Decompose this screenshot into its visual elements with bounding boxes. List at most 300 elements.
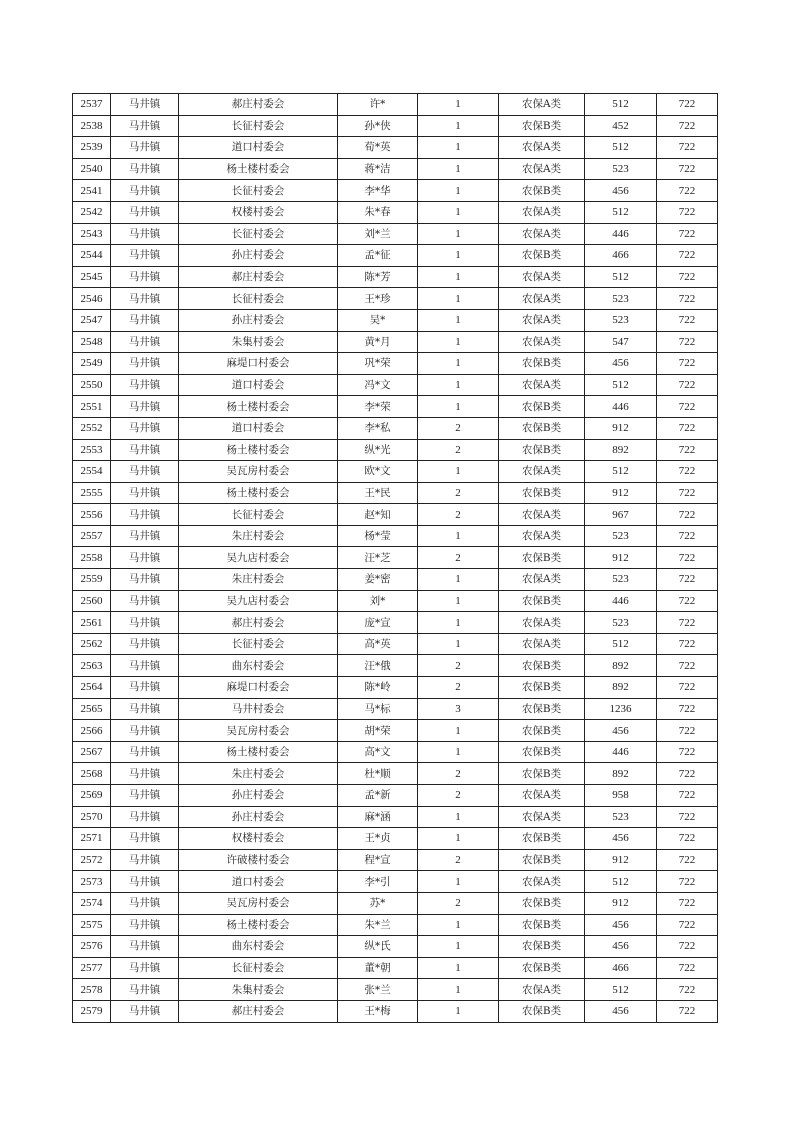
cell-amount: 912 <box>585 482 657 504</box>
cell-row-number: 2557 <box>73 525 111 547</box>
cell-town: 马井镇 <box>111 201 179 223</box>
cell-insurance-category: 农保B类 <box>499 396 585 418</box>
cell-standard: 722 <box>657 353 718 375</box>
cell-village-committee: 杨土楼村委会 <box>179 439 338 461</box>
cell-person-name: 董*朝 <box>338 957 418 979</box>
cell-household-count: 1 <box>418 612 499 634</box>
cell-household-count: 2 <box>418 892 499 914</box>
cell-amount: 912 <box>585 849 657 871</box>
cell-insurance-category: 农保B类 <box>499 482 585 504</box>
cell-amount: 1236 <box>585 698 657 720</box>
cell-amount: 456 <box>585 936 657 958</box>
cell-row-number: 2549 <box>73 353 111 375</box>
cell-row-number: 2569 <box>73 785 111 807</box>
cell-person-name: 朱*兰 <box>338 914 418 936</box>
cell-village-committee: 孙庄村委会 <box>179 245 338 267</box>
cell-amount: 512 <box>585 979 657 1001</box>
cell-standard: 722 <box>657 892 718 914</box>
cell-town: 马井镇 <box>111 677 179 699</box>
cell-person-name: 姜*密 <box>338 569 418 591</box>
cell-household-count: 1 <box>418 914 499 936</box>
cell-amount: 523 <box>585 288 657 310</box>
cell-person-name: 孟*新 <box>338 785 418 807</box>
cell-person-name: 荀*英 <box>338 137 418 159</box>
cell-amount: 446 <box>585 741 657 763</box>
table-row <box>73 331 718 353</box>
cell-village-committee: 吴九店村委会 <box>179 547 338 569</box>
table-row <box>73 288 718 310</box>
cell-village-committee: 杨土楼村委会 <box>179 482 338 504</box>
cell-insurance-category: 农保B类 <box>499 677 585 699</box>
cell-village-committee: 吴瓦房村委会 <box>179 461 338 483</box>
cell-amount: 523 <box>585 525 657 547</box>
cell-person-name: 高*文 <box>338 741 418 763</box>
cell-household-count: 1 <box>418 245 499 267</box>
cell-person-name: 刘* <box>338 590 418 612</box>
cell-standard: 722 <box>657 180 718 202</box>
cell-amount: 912 <box>585 892 657 914</box>
cell-town: 马井镇 <box>111 223 179 245</box>
cell-standard: 722 <box>657 482 718 504</box>
cell-row-number: 2564 <box>73 677 111 699</box>
cell-insurance-category: 农保A类 <box>499 288 585 310</box>
cell-household-count: 1 <box>418 461 499 483</box>
cell-row-number: 2565 <box>73 698 111 720</box>
cell-row-number: 2560 <box>73 590 111 612</box>
cell-person-name: 马*标 <box>338 698 418 720</box>
cell-person-name: 李*引 <box>338 871 418 893</box>
cell-amount: 466 <box>585 957 657 979</box>
cell-household-count: 1 <box>418 720 499 742</box>
cell-standard: 722 <box>657 504 718 526</box>
cell-town: 马井镇 <box>111 849 179 871</box>
cell-person-name: 苏* <box>338 892 418 914</box>
cell-person-name: 麻*涵 <box>338 806 418 828</box>
table-row <box>73 612 718 634</box>
cell-household-count: 1 <box>418 180 499 202</box>
cell-household-count: 1 <box>418 115 499 137</box>
cell-row-number: 2572 <box>73 849 111 871</box>
cell-household-count: 1 <box>418 828 499 850</box>
cell-person-name: 黄*月 <box>338 331 418 353</box>
cell-row-number: 2555 <box>73 482 111 504</box>
table-row <box>73 979 718 1001</box>
cell-household-count: 2 <box>418 417 499 439</box>
cell-row-number: 2547 <box>73 309 111 331</box>
cell-town: 马井镇 <box>111 871 179 893</box>
cell-standard: 722 <box>657 590 718 612</box>
cell-town: 马井镇 <box>111 245 179 267</box>
table-row <box>73 655 718 677</box>
cell-household-count: 2 <box>418 482 499 504</box>
cell-household-count: 1 <box>418 806 499 828</box>
cell-row-number: 2578 <box>73 979 111 1001</box>
cell-village-committee: 道口村委会 <box>179 417 338 439</box>
cell-standard: 722 <box>657 871 718 893</box>
cell-row-number: 2538 <box>73 115 111 137</box>
cell-town: 马井镇 <box>111 417 179 439</box>
cell-row-number: 2563 <box>73 655 111 677</box>
cell-row-number: 2568 <box>73 763 111 785</box>
cell-insurance-category: 农保A类 <box>499 504 585 526</box>
cell-insurance-category: 农保B类 <box>499 763 585 785</box>
cell-insurance-category: 农保A类 <box>499 137 585 159</box>
cell-town: 马井镇 <box>111 569 179 591</box>
cell-insurance-category: 农保B类 <box>499 115 585 137</box>
cell-village-committee: 朱庄村委会 <box>179 569 338 591</box>
cell-insurance-category: 农保B类 <box>499 936 585 958</box>
cell-village-committee: 长征村委会 <box>179 957 338 979</box>
cell-insurance-category: 农保A类 <box>499 266 585 288</box>
cell-person-name: 纵*光 <box>338 439 418 461</box>
table-row <box>73 633 718 655</box>
cell-household-count: 3 <box>418 698 499 720</box>
cell-amount: 456 <box>585 1000 657 1022</box>
cell-village-committee: 杨土楼村委会 <box>179 741 338 763</box>
table-row <box>73 180 718 202</box>
table-row <box>73 309 718 331</box>
table-row <box>73 569 718 591</box>
cell-standard: 722 <box>657 547 718 569</box>
cell-person-name: 杜*顺 <box>338 763 418 785</box>
cell-standard: 722 <box>657 266 718 288</box>
cell-amount: 456 <box>585 353 657 375</box>
cell-standard: 722 <box>657 461 718 483</box>
table-row <box>73 914 718 936</box>
cell-row-number: 2543 <box>73 223 111 245</box>
cell-village-committee: 朱庄村委会 <box>179 525 338 547</box>
cell-row-number: 2579 <box>73 1000 111 1022</box>
table-row <box>73 957 718 979</box>
cell-person-name: 王*民 <box>338 482 418 504</box>
table-row <box>73 698 718 720</box>
cell-row-number: 2541 <box>73 180 111 202</box>
cell-household-count: 1 <box>418 590 499 612</box>
cell-row-number: 2545 <box>73 266 111 288</box>
cell-town: 马井镇 <box>111 633 179 655</box>
cell-insurance-category: 农保A类 <box>499 374 585 396</box>
table-row <box>73 266 718 288</box>
cell-amount: 446 <box>585 396 657 418</box>
cell-town: 马井镇 <box>111 266 179 288</box>
table-row <box>73 201 718 223</box>
table-row <box>73 353 718 375</box>
cell-person-name: 王*贞 <box>338 828 418 850</box>
cell-row-number: 2577 <box>73 957 111 979</box>
cell-person-name: 杨*莹 <box>338 525 418 547</box>
cell-town: 马井镇 <box>111 720 179 742</box>
cell-person-name: 蒋*洁 <box>338 158 418 180</box>
cell-town: 马井镇 <box>111 180 179 202</box>
cell-town: 马井镇 <box>111 396 179 418</box>
cell-amount: 547 <box>585 331 657 353</box>
cell-amount: 523 <box>585 612 657 634</box>
cell-village-committee: 郝庄村委会 <box>179 266 338 288</box>
cell-village-committee: 长征村委会 <box>179 115 338 137</box>
cell-village-committee: 吴瓦房村委会 <box>179 720 338 742</box>
cell-village-committee: 长征村委会 <box>179 633 338 655</box>
cell-village-committee: 孙庄村委会 <box>179 785 338 807</box>
cell-row-number: 2571 <box>73 828 111 850</box>
table-row <box>73 94 718 116</box>
table-row <box>73 245 718 267</box>
cell-insurance-category: 农保A类 <box>499 309 585 331</box>
cell-row-number: 2575 <box>73 914 111 936</box>
cell-village-committee: 马井村委会 <box>179 698 338 720</box>
cell-insurance-category: 农保A类 <box>499 94 585 116</box>
cell-village-committee: 麻堤口村委会 <box>179 353 338 375</box>
cell-amount: 446 <box>585 590 657 612</box>
cell-insurance-category: 农保A类 <box>499 569 585 591</box>
cell-insurance-category: 农保B类 <box>499 417 585 439</box>
cell-household-count: 1 <box>418 936 499 958</box>
cell-insurance-category: 农保A类 <box>499 785 585 807</box>
cell-standard: 722 <box>657 525 718 547</box>
table-row <box>73 871 718 893</box>
cell-amount: 523 <box>585 569 657 591</box>
cell-village-committee: 朱集村委会 <box>179 979 338 1001</box>
cell-household-count: 1 <box>418 223 499 245</box>
cell-person-name: 李*私 <box>338 417 418 439</box>
cell-amount: 523 <box>585 158 657 180</box>
cell-village-committee: 曲东村委会 <box>179 936 338 958</box>
cell-standard: 722 <box>657 201 718 223</box>
cell-standard: 722 <box>657 633 718 655</box>
cell-village-committee: 长征村委会 <box>179 180 338 202</box>
cell-row-number: 2573 <box>73 871 111 893</box>
cell-village-committee: 道口村委会 <box>179 871 338 893</box>
cell-row-number: 2542 <box>73 201 111 223</box>
cell-village-committee: 权楼村委会 <box>179 201 338 223</box>
cell-insurance-category: 农保A类 <box>499 871 585 893</box>
cell-insurance-category: 农保B类 <box>499 914 585 936</box>
cell-standard: 722 <box>657 936 718 958</box>
cell-row-number: 2551 <box>73 396 111 418</box>
cell-household-count: 1 <box>418 396 499 418</box>
cell-household-count: 1 <box>418 741 499 763</box>
cell-person-name: 陈*岭 <box>338 677 418 699</box>
table-row <box>73 828 718 850</box>
cell-row-number: 2548 <box>73 331 111 353</box>
cell-standard: 722 <box>657 849 718 871</box>
cell-standard: 722 <box>657 677 718 699</box>
cell-household-count: 1 <box>418 525 499 547</box>
cell-person-name: 孙*侠 <box>338 115 418 137</box>
cell-row-number: 2552 <box>73 417 111 439</box>
cell-person-name: 许* <box>338 94 418 116</box>
cell-standard: 722 <box>657 655 718 677</box>
cell-standard: 722 <box>657 223 718 245</box>
cell-row-number: 2553 <box>73 439 111 461</box>
cell-town: 马井镇 <box>111 612 179 634</box>
cell-household-count: 2 <box>418 504 499 526</box>
cell-household-count: 1 <box>418 137 499 159</box>
cell-town: 马井镇 <box>111 158 179 180</box>
cell-amount: 512 <box>585 201 657 223</box>
cell-insurance-category: 农保A类 <box>499 806 585 828</box>
cell-row-number: 2556 <box>73 504 111 526</box>
table-row <box>73 115 718 137</box>
cell-person-name: 汪*芝 <box>338 547 418 569</box>
cell-row-number: 2567 <box>73 741 111 763</box>
cell-household-count: 1 <box>418 957 499 979</box>
cell-standard: 722 <box>657 94 718 116</box>
cell-standard: 722 <box>657 245 718 267</box>
cell-household-count: 1 <box>418 201 499 223</box>
cell-standard: 722 <box>657 914 718 936</box>
cell-village-committee: 麻堤口村委会 <box>179 677 338 699</box>
cell-person-name: 高*英 <box>338 633 418 655</box>
cell-town: 马井镇 <box>111 785 179 807</box>
cell-village-committee: 郝庄村委会 <box>179 94 338 116</box>
table-row <box>73 741 718 763</box>
table-row <box>73 892 718 914</box>
cell-household-count: 1 <box>418 871 499 893</box>
cell-person-name: 张*兰 <box>338 979 418 1001</box>
cell-insurance-category: 农保A类 <box>499 201 585 223</box>
cell-amount: 446 <box>585 223 657 245</box>
cell-insurance-category: 农保B类 <box>499 1000 585 1022</box>
cell-village-committee: 道口村委会 <box>179 137 338 159</box>
table-row <box>73 504 718 526</box>
cell-town: 马井镇 <box>111 94 179 116</box>
table-row <box>73 936 718 958</box>
cell-amount: 512 <box>585 871 657 893</box>
cell-household-count: 2 <box>418 439 499 461</box>
cell-standard: 722 <box>657 331 718 353</box>
cell-village-committee: 吴瓦房村委会 <box>179 892 338 914</box>
cell-insurance-category: 农保A类 <box>499 612 585 634</box>
cell-amount: 512 <box>585 137 657 159</box>
cell-town: 马井镇 <box>111 590 179 612</box>
cell-household-count: 2 <box>418 763 499 785</box>
cell-standard: 722 <box>657 439 718 461</box>
cell-household-count: 2 <box>418 849 499 871</box>
cell-row-number: 2537 <box>73 94 111 116</box>
table-row <box>73 763 718 785</box>
cell-standard: 722 <box>657 806 718 828</box>
cell-row-number: 2562 <box>73 633 111 655</box>
cell-row-number: 2574 <box>73 892 111 914</box>
cell-amount: 892 <box>585 677 657 699</box>
cell-town: 马井镇 <box>111 936 179 958</box>
cell-village-committee: 长征村委会 <box>179 288 338 310</box>
cell-insurance-category: 农保B类 <box>499 590 585 612</box>
table-row <box>73 785 718 807</box>
cell-row-number: 2546 <box>73 288 111 310</box>
cell-amount: 512 <box>585 266 657 288</box>
cell-amount: 912 <box>585 547 657 569</box>
beneficiary-table <box>72 93 718 1023</box>
cell-town: 马井镇 <box>111 1000 179 1022</box>
cell-household-count: 1 <box>418 266 499 288</box>
cell-amount: 892 <box>585 763 657 785</box>
table-row <box>73 806 718 828</box>
cell-town: 马井镇 <box>111 439 179 461</box>
cell-person-name: 赵*知 <box>338 504 418 526</box>
cell-standard: 722 <box>657 417 718 439</box>
cell-row-number: 2540 <box>73 158 111 180</box>
cell-town: 马井镇 <box>111 525 179 547</box>
cell-village-committee: 曲东村委会 <box>179 655 338 677</box>
cell-household-count: 1 <box>418 353 499 375</box>
cell-insurance-category: 农保B类 <box>499 655 585 677</box>
cell-village-committee: 长征村委会 <box>179 223 338 245</box>
cell-row-number: 2544 <box>73 245 111 267</box>
cell-household-count: 1 <box>418 374 499 396</box>
cell-village-committee: 杨土楼村委会 <box>179 396 338 418</box>
cell-standard: 722 <box>657 1000 718 1022</box>
cell-standard: 722 <box>657 763 718 785</box>
cell-village-committee: 长征村委会 <box>179 504 338 526</box>
cell-standard: 722 <box>657 720 718 742</box>
cell-standard: 722 <box>657 569 718 591</box>
cell-amount: 452 <box>585 115 657 137</box>
cell-household-count: 1 <box>418 331 499 353</box>
cell-person-name: 庞*宣 <box>338 612 418 634</box>
cell-village-committee: 杨土楼村委会 <box>179 914 338 936</box>
cell-town: 马井镇 <box>111 309 179 331</box>
cell-village-committee: 孙庄村委会 <box>179 806 338 828</box>
cell-person-name: 欧*文 <box>338 461 418 483</box>
cell-amount: 523 <box>585 806 657 828</box>
cell-standard: 722 <box>657 396 718 418</box>
cell-standard: 722 <box>657 612 718 634</box>
cell-insurance-category: 农保B类 <box>499 892 585 914</box>
cell-village-committee: 孙庄村委会 <box>179 309 338 331</box>
cell-town: 马井镇 <box>111 461 179 483</box>
cell-insurance-category: 农保B类 <box>499 849 585 871</box>
cell-village-committee: 朱集村委会 <box>179 331 338 353</box>
cell-person-name: 王*珍 <box>338 288 418 310</box>
cell-household-count: 1 <box>418 569 499 591</box>
table-row <box>73 677 718 699</box>
cell-person-name: 吴* <box>338 309 418 331</box>
table-row <box>73 461 718 483</box>
cell-household-count: 2 <box>418 547 499 569</box>
cell-row-number: 2576 <box>73 936 111 958</box>
cell-standard: 722 <box>657 979 718 1001</box>
table-row <box>73 720 718 742</box>
cell-village-committee: 许破楼村委会 <box>179 849 338 871</box>
cell-town: 马井镇 <box>111 504 179 526</box>
cell-row-number: 2561 <box>73 612 111 634</box>
cell-insurance-category: 农保B类 <box>499 957 585 979</box>
cell-town: 马井镇 <box>111 655 179 677</box>
table-row <box>73 417 718 439</box>
cell-village-committee: 杨土楼村委会 <box>179 158 338 180</box>
cell-insurance-category: 农保B类 <box>499 828 585 850</box>
cell-amount: 456 <box>585 828 657 850</box>
table-row <box>73 849 718 871</box>
cell-row-number: 2558 <box>73 547 111 569</box>
cell-town: 马井镇 <box>111 979 179 1001</box>
cell-person-name: 李*荣 <box>338 396 418 418</box>
cell-household-count: 2 <box>418 655 499 677</box>
cell-amount: 466 <box>585 245 657 267</box>
cell-village-committee: 郝庄村委会 <box>179 612 338 634</box>
cell-person-name: 程*宣 <box>338 849 418 871</box>
cell-amount: 958 <box>585 785 657 807</box>
cell-row-number: 2539 <box>73 137 111 159</box>
cell-household-count: 1 <box>418 309 499 331</box>
cell-insurance-category: 农保A类 <box>499 633 585 655</box>
cell-insurance-category: 农保A类 <box>499 979 585 1001</box>
table-row <box>73 396 718 418</box>
cell-standard: 722 <box>657 785 718 807</box>
cell-insurance-category: 农保A类 <box>499 461 585 483</box>
cell-person-name: 陈*芳 <box>338 266 418 288</box>
